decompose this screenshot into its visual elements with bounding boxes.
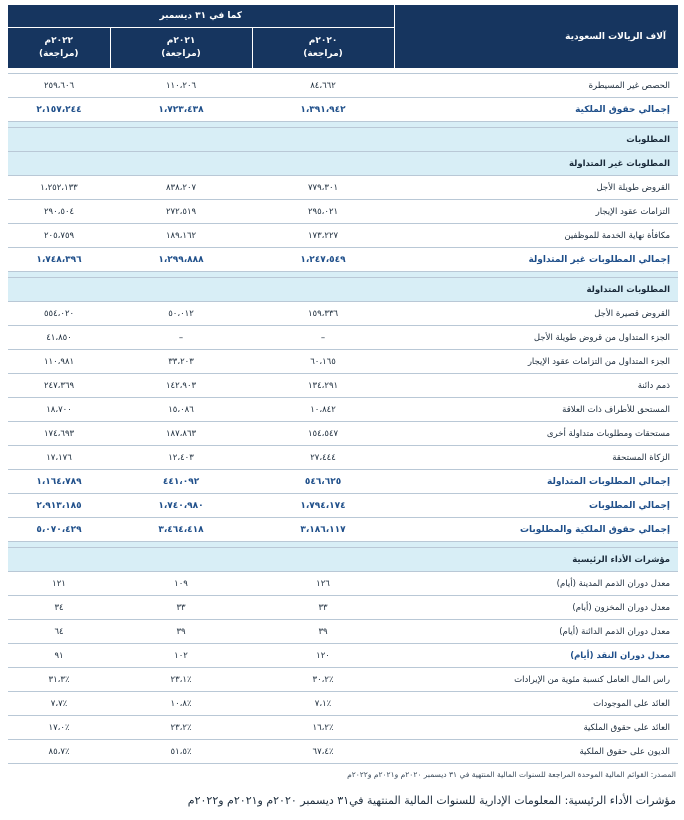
value-2020: ٪٧،١	[252, 692, 394, 716]
value-2022: ٢٠٥،٧٥٩	[8, 224, 110, 248]
value-2021: ١١٠،٢٠٦	[110, 74, 252, 98]
value-2022: ٢،١٥٧،٢٤٤	[8, 98, 110, 122]
table-row	[8, 200, 678, 224]
row-label: الجزء المتداول من قروض طويلة الأجل	[394, 326, 678, 350]
value-2022: ٢٥٩،٦٠٦	[8, 74, 110, 98]
row-label: راس المال العامل كنسبة مئوية من الإيرادات	[394, 668, 678, 692]
row-label: إجمالي حقوق الملكية والمطلوبات	[394, 518, 678, 542]
value-2021: ١٢،٤٠٣	[110, 446, 252, 470]
value-2021: ٣٣	[110, 596, 252, 620]
table-row	[8, 176, 678, 200]
section-label: المطلوبات المتداولة	[8, 278, 678, 302]
value-2020: ١٥٩،٣٣٦	[252, 302, 394, 326]
table-row	[8, 302, 678, 326]
table-row	[8, 596, 678, 620]
table-row	[8, 668, 678, 692]
value-2022: ٪٧،٧	[8, 692, 110, 716]
row-label: المستحق للأطراف ذات العلاقة	[394, 398, 678, 422]
value-2022: ١٧٤،٦٩٣	[8, 422, 110, 446]
value-2021: –	[110, 326, 252, 350]
row-label: مكافأة نهاية الخدمة للموظفين	[394, 224, 678, 248]
table-row	[8, 398, 678, 422]
table-row	[8, 716, 678, 740]
row-label: القروض طويلة الأجل	[394, 176, 678, 200]
section-header-row	[8, 152, 678, 176]
row-label: معدل دوران النقد (أيام)	[394, 644, 678, 668]
value-2022: ١،٢٥٢،١٣٣	[8, 176, 110, 200]
row-label: الزكاة المستحقة	[394, 446, 678, 470]
value-2021: ٣،٤٦٤،٤١٨	[110, 518, 252, 542]
total-row	[8, 494, 678, 518]
value-2020: ١٥٤،٥٤٧	[252, 422, 394, 446]
value-2020: ١٧٣،٢٢٧	[252, 224, 394, 248]
value-2021: ١٥،٠٨٦	[110, 398, 252, 422]
value-2022: ٢٤٧،٣٦٩	[8, 374, 110, 398]
row-label: العائد على الموجودات	[394, 692, 678, 716]
row-label: معدل دوران الذمم الدائنة (أيام)	[394, 620, 678, 644]
table-row	[8, 572, 678, 596]
value-2020: ٪٣٠،٢	[252, 668, 394, 692]
value-2020: ٢٧،٤٤٤	[252, 446, 394, 470]
section-header-row	[8, 278, 678, 302]
value-2022: ١،٧٤٨،٣٩٦	[8, 248, 110, 272]
table-row	[8, 326, 678, 350]
value-2021: ١،٧٤٠،٩٨٠	[110, 494, 252, 518]
value-2020: –	[252, 326, 394, 350]
value-2022: ٣٤	[8, 596, 110, 620]
row-label: إجمالي المطلوبات	[394, 494, 678, 518]
value-2022: ٢٩٠،٥٠٤	[8, 200, 110, 224]
value-2022: ٥٥٤،٠٢٠	[8, 302, 110, 326]
value-2022: ١٨،٧٠٠	[8, 398, 110, 422]
value-2020: ١،٧٩٤،١٧٤	[252, 494, 394, 518]
table-row	[8, 224, 678, 248]
total-row	[8, 248, 678, 272]
value-2021: ١،٢٩٩،٨٨٨	[110, 248, 252, 272]
value-2021: ١٠٩	[110, 572, 252, 596]
table-row	[8, 374, 678, 398]
year-header-2020: ٢٠٢٠م (مراجعة)	[252, 28, 394, 69]
table-row	[8, 644, 678, 668]
row-label: إجمالي حقوق الملكية	[394, 98, 678, 122]
value-2022: ١٧،١٧٦	[8, 446, 110, 470]
value-2020: ٦٠،١٦٥	[252, 350, 394, 374]
value-2022: ٦٤	[8, 620, 110, 644]
value-2020: ٢٩٥،٠٢١	[252, 200, 394, 224]
value-2022: ٤١،٨٥٠	[8, 326, 110, 350]
value-2021: ١،٧٢٣،٤٣٨	[110, 98, 252, 122]
row-label: الحصص غير المسيطرة	[394, 74, 678, 98]
value-2020: ١٢٦	[252, 572, 394, 596]
value-2021: ٤٤١،٠٩٢	[110, 470, 252, 494]
year-header-2022: ٢٠٢٢م (مراجعة)	[8, 28, 110, 69]
value-2020: ٨٤،٦٦٢	[252, 74, 394, 98]
row-label: معدل دوران الذمم المدينة (أيام)	[394, 572, 678, 596]
value-2020: ٣٣	[252, 596, 394, 620]
table-body	[8, 68, 678, 764]
value-2022: ١،١٦٤،٧٨٩	[8, 470, 110, 494]
value-2020: ١،٣٩١،٩٤٢	[252, 98, 394, 122]
value-2021: ٥٠،٠١٢	[110, 302, 252, 326]
value-2022: ٩١	[8, 644, 110, 668]
row-label: مستحقات ومطلوبات متداولة أخرى	[394, 422, 678, 446]
row-label: التزامات عقود الإيجار	[394, 200, 678, 224]
value-2022: ١١٠،٩٨١	[8, 350, 110, 374]
table-row	[8, 692, 678, 716]
table-row	[8, 422, 678, 446]
section-header-row	[8, 128, 678, 152]
value-2021: ٪٢٣،٢	[110, 716, 252, 740]
row-label: إجمالي المطلوبات غير المتداولة	[394, 248, 678, 272]
value-2021: ٨٣٨،٢٠٧	[110, 176, 252, 200]
row-label: إجمالي المطلوبات المتداولة	[394, 470, 678, 494]
value-2020: ١٢٠	[252, 644, 394, 668]
value-2022: ١٢١	[8, 572, 110, 596]
row-label: الديون على حقوق الملكية	[394, 740, 678, 764]
value-2021: ١٨٩،١٦٢	[110, 224, 252, 248]
total-row	[8, 470, 678, 494]
value-2022: ٢،٩١٣،١٨٥	[8, 494, 110, 518]
value-2022: ٪٨٥،٧	[8, 740, 110, 764]
row-label: الجزء المتداول من التزامات عقود الإيجار	[394, 350, 678, 374]
value-2020: ١٣٤،٢٩١	[252, 374, 394, 398]
section-label: مؤشرات الأداء الرئيسية	[8, 548, 678, 572]
value-2020: ٪١٦،٢	[252, 716, 394, 740]
source-note: المصدر: القوائم المالية الموحدة المراجعة للسنوات المالية المنتهية في ٣١ ديسمبر ٢٠٢٠م و٢٠٢١م و٢٠٢٢م	[347, 770, 676, 779]
value-2020: ١،٢٤٧،٥٤٩	[252, 248, 394, 272]
date-group-header: كما في ٣١ ديسمبر	[8, 5, 394, 28]
page-caption: مؤشرات الأداء الرئيسية: المعلومات الإدارية للسنوات المالية المنتهية في٣١ ديسمبر ٢٠٢٠م و٢٠٢١م و٢٠٢٢م	[187, 794, 676, 807]
value-2020: ١٠،٨٤٢	[252, 398, 394, 422]
section-label: المطلوبات	[8, 128, 678, 152]
total-row	[8, 98, 678, 122]
value-2021: ١٤٢،٩٠٣	[110, 374, 252, 398]
row-label: القروض قصيرة الأجل	[394, 302, 678, 326]
value-2020: ٧٧٩،٣٠١	[252, 176, 394, 200]
table-row	[8, 740, 678, 764]
table-header	[8, 5, 678, 68]
value-2021: ٣٩	[110, 620, 252, 644]
value-2021: ٢٧٢،٥١٩	[110, 200, 252, 224]
value-2021: ١٨٧،٨٦٣	[110, 422, 252, 446]
row-label: ذمم دائنة	[394, 374, 678, 398]
table-row	[8, 620, 678, 644]
table-row	[8, 350, 678, 374]
value-2021: ٪٢٣،١	[110, 668, 252, 692]
row-label: العائد على حقوق الملكية	[394, 716, 678, 740]
value-2022: ٪٣١،٣	[8, 668, 110, 692]
row-label: معدل دوران المخزون (أيام)	[394, 596, 678, 620]
value-2020: ٣،١٨٦،١١٧	[252, 518, 394, 542]
column-label-header: آلاف الريالات السعودية	[394, 5, 678, 68]
value-2021: ٪٥١،٥	[110, 740, 252, 764]
value-2020: ٣٩	[252, 620, 394, 644]
table-row	[8, 74, 678, 98]
section-label: المطلوبات غير المتداولة	[8, 152, 678, 176]
value-2020: ٥٤٦،٦٢٥	[252, 470, 394, 494]
value-2021: ١٠٢	[110, 644, 252, 668]
table-row	[8, 446, 678, 470]
value-2021: ٪١٠،٨	[110, 692, 252, 716]
section-header-row	[8, 548, 678, 572]
value-2022: ٥،٠٧٠،٤٢٩	[8, 518, 110, 542]
year-header-2021: ٢٠٢١م (مراجعة)	[110, 28, 252, 69]
financial-table	[8, 5, 678, 764]
value-2020: ٪٦٧،٤	[252, 740, 394, 764]
value-2022: ٪١٧،٠	[8, 716, 110, 740]
value-2021: ٣٣،٢٠٣	[110, 350, 252, 374]
total-row	[8, 518, 678, 542]
